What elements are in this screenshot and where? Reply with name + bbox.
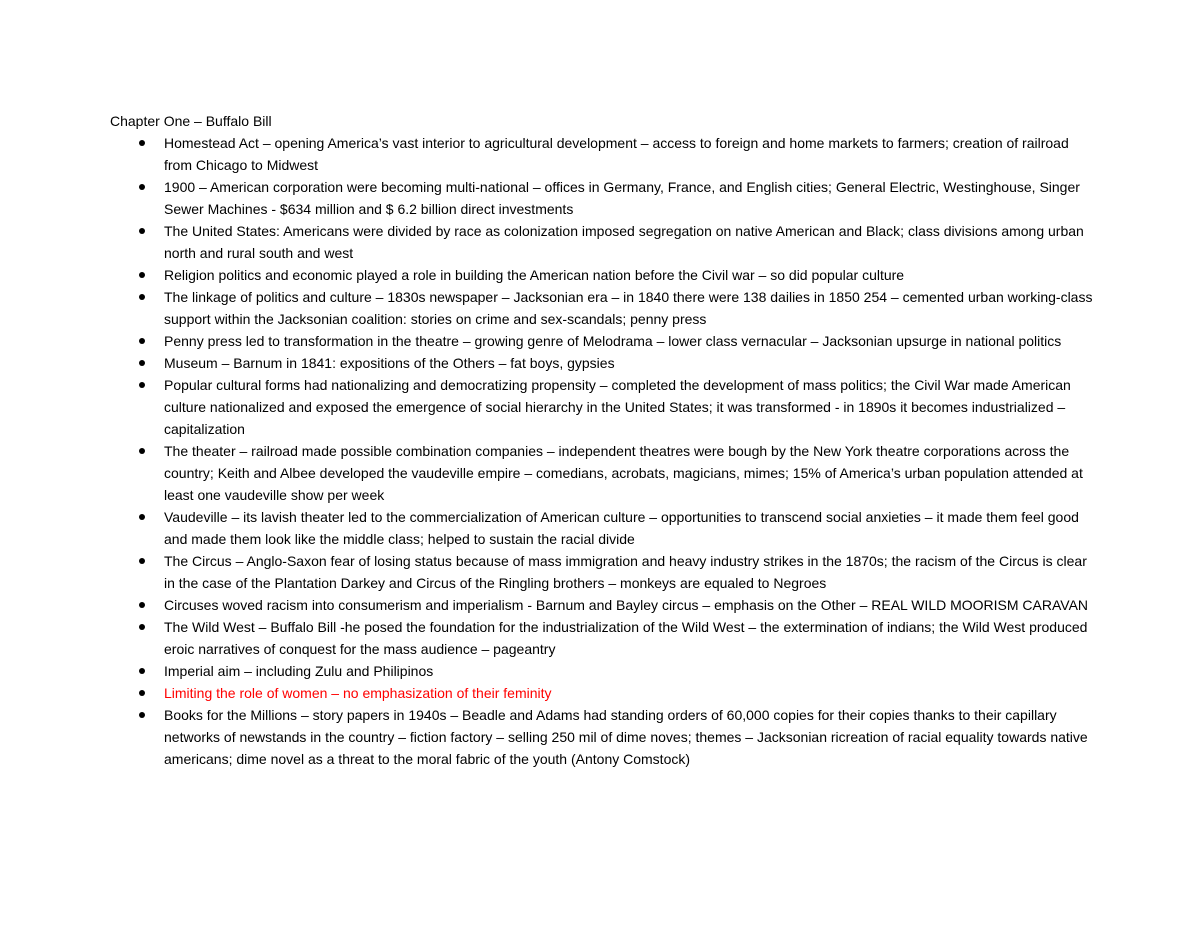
- bullet-dot-icon: [139, 558, 145, 564]
- bullet-dot-icon: [139, 448, 145, 454]
- bullet-dot-icon: [139, 338, 145, 344]
- bullet-item: [110, 374, 1095, 440]
- bullet-text: Imperial aim – including Zulu and Philipinos: [164, 663, 434, 679]
- bullet-text: The United States: Americans were divided by race as colonization imposed segregation on native American and Black; class divisions among urban north and rural south and west: [164, 223, 1084, 261]
- bullet-dot-icon: [139, 624, 145, 630]
- bullet-dot-icon: [139, 712, 145, 718]
- bullet-dot-icon: [139, 514, 145, 520]
- bullet-text: The theater – railroad made possible combination companies – independent theatres were bough by the New York theatre corporations across the country; Keith and Albee developed the vaudeville empire – comedians, acrobats, magicians, mimes; 15% of America’s urban population attended at least one vaudeville show per week: [164, 443, 1083, 503]
- bullet-dot-icon: [139, 184, 145, 190]
- bullet-text: Circuses woved racism into consumerism and imperialism - Barnum and Bayley circus – emphasis on the Other – REAL WILD MOORISM CARAVAN: [164, 597, 1089, 613]
- bullet-item: [110, 220, 1095, 264]
- bullet-text: Religion politics and economic played a role in building the American nation before the Civil war – so did popular culture: [164, 267, 905, 283]
- bullet-dot-icon: [139, 272, 145, 278]
- bullet-item: [110, 660, 1095, 682]
- bullet-item: [110, 550, 1095, 594]
- bullet-item: [110, 330, 1095, 352]
- bullet-item: [110, 286, 1095, 330]
- bullet-dot-icon: [139, 360, 145, 366]
- bullet-item: [110, 352, 1095, 374]
- chapter-heading: Chapter One – Buffalo Bill: [110, 113, 272, 129]
- bullet-text: Penny press led to transformation in the theatre – growing genre of Melodrama – lower class vernacular – Jacksonian upsurge in national politics: [164, 333, 1062, 349]
- bullet-text: 1900 – American corporation were becoming multi-national – offices in Germany, France, and English cities; General Electric, Westinghouse, Singer Sewer Machines - $634 million and $ 6.2 billion direct investments: [164, 179, 1080, 217]
- bullet-item: [110, 440, 1095, 506]
- bullet-text-highlighted: Limiting the role of women – no emphasization of their feminity: [164, 685, 552, 701]
- bullet-item: [110, 506, 1095, 550]
- document-content: [110, 110, 1095, 770]
- bullet-text: The linkage of politics and culture – 1830s newspaper – Jacksonian era – in 1840 there were 138 dailies in 1850 254 – cemented urban working-class support within the Jacksonian coalition: stories on crime and sex-scandals; penny press: [164, 289, 1093, 327]
- bullet-text: Vaudeville – its lavish theater led to the commercialization of American culture – opportunities to transcend social anxieties – it made them feel good and made them look like the middle class; helped to sustain the racial divide: [164, 509, 1079, 547]
- bullet-dot-icon: [139, 228, 145, 234]
- bullet-dot-icon: [139, 602, 145, 608]
- bullet-dot-icon: [139, 668, 145, 674]
- bullet-text: Homestead Act – opening America’s vast interior to agricultural development – access to foreign and home markets to farmers; creation of railroad from Chicago to Midwest: [164, 135, 1069, 173]
- bullet-dot-icon: [139, 294, 145, 300]
- bullet-list: [110, 132, 1095, 770]
- bullet-item-highlighted: [110, 682, 1095, 704]
- bullet-dot-icon: [139, 382, 145, 388]
- bullet-item: [110, 594, 1095, 616]
- bullet-item: [110, 704, 1095, 770]
- bullet-dot-icon: [139, 140, 145, 146]
- bullet-item: [110, 616, 1095, 660]
- bullet-item: [110, 132, 1095, 176]
- bullet-text: Museum – Barnum in 1841: expositions of the Others – fat boys, gypsies: [164, 355, 615, 371]
- bullet-dot-icon: [139, 690, 145, 696]
- bullet-text: Books for the Millions – story papers in 1940s – Beadle and Adams had standing orders of 60,000 copies for their copies thanks to their capillary networks of newstands in the country – fiction factory – selling 250 mil of dime noves; themes – Jacksonian ricreation of racial equality towards native americans; dime novel as a threat to the moral fabric of the youth (Antony Comstock): [164, 707, 1088, 767]
- bullet-text: The Circus – Anglo-Saxon fear of losing status because of mass immigration and heavy industry strikes in the 1870s; the racism of the Circus is clear in the case of the Plantation Darkey and Circus of the Ringling brothers – monkeys are equaled to Negroes: [164, 553, 1087, 591]
- bullet-text: The Wild West – Buffalo Bill -he posed the foundation for the industrialization of the Wild West – the extermination of indians; the Wild West produced eroic narratives of conquest for the mass audience – pageantry: [164, 619, 1088, 657]
- bullet-item: [110, 264, 1095, 286]
- bullet-text: Popular cultural forms had nationalizing and democratizing propensity – completed the development of mass politics; the Civil War made American culture nationalized and exposed the emergence of social hierarchy in the United States; it was transformed - in 1890s it becomes industrialized – capitalization: [164, 377, 1071, 437]
- bullet-item: [110, 176, 1095, 220]
